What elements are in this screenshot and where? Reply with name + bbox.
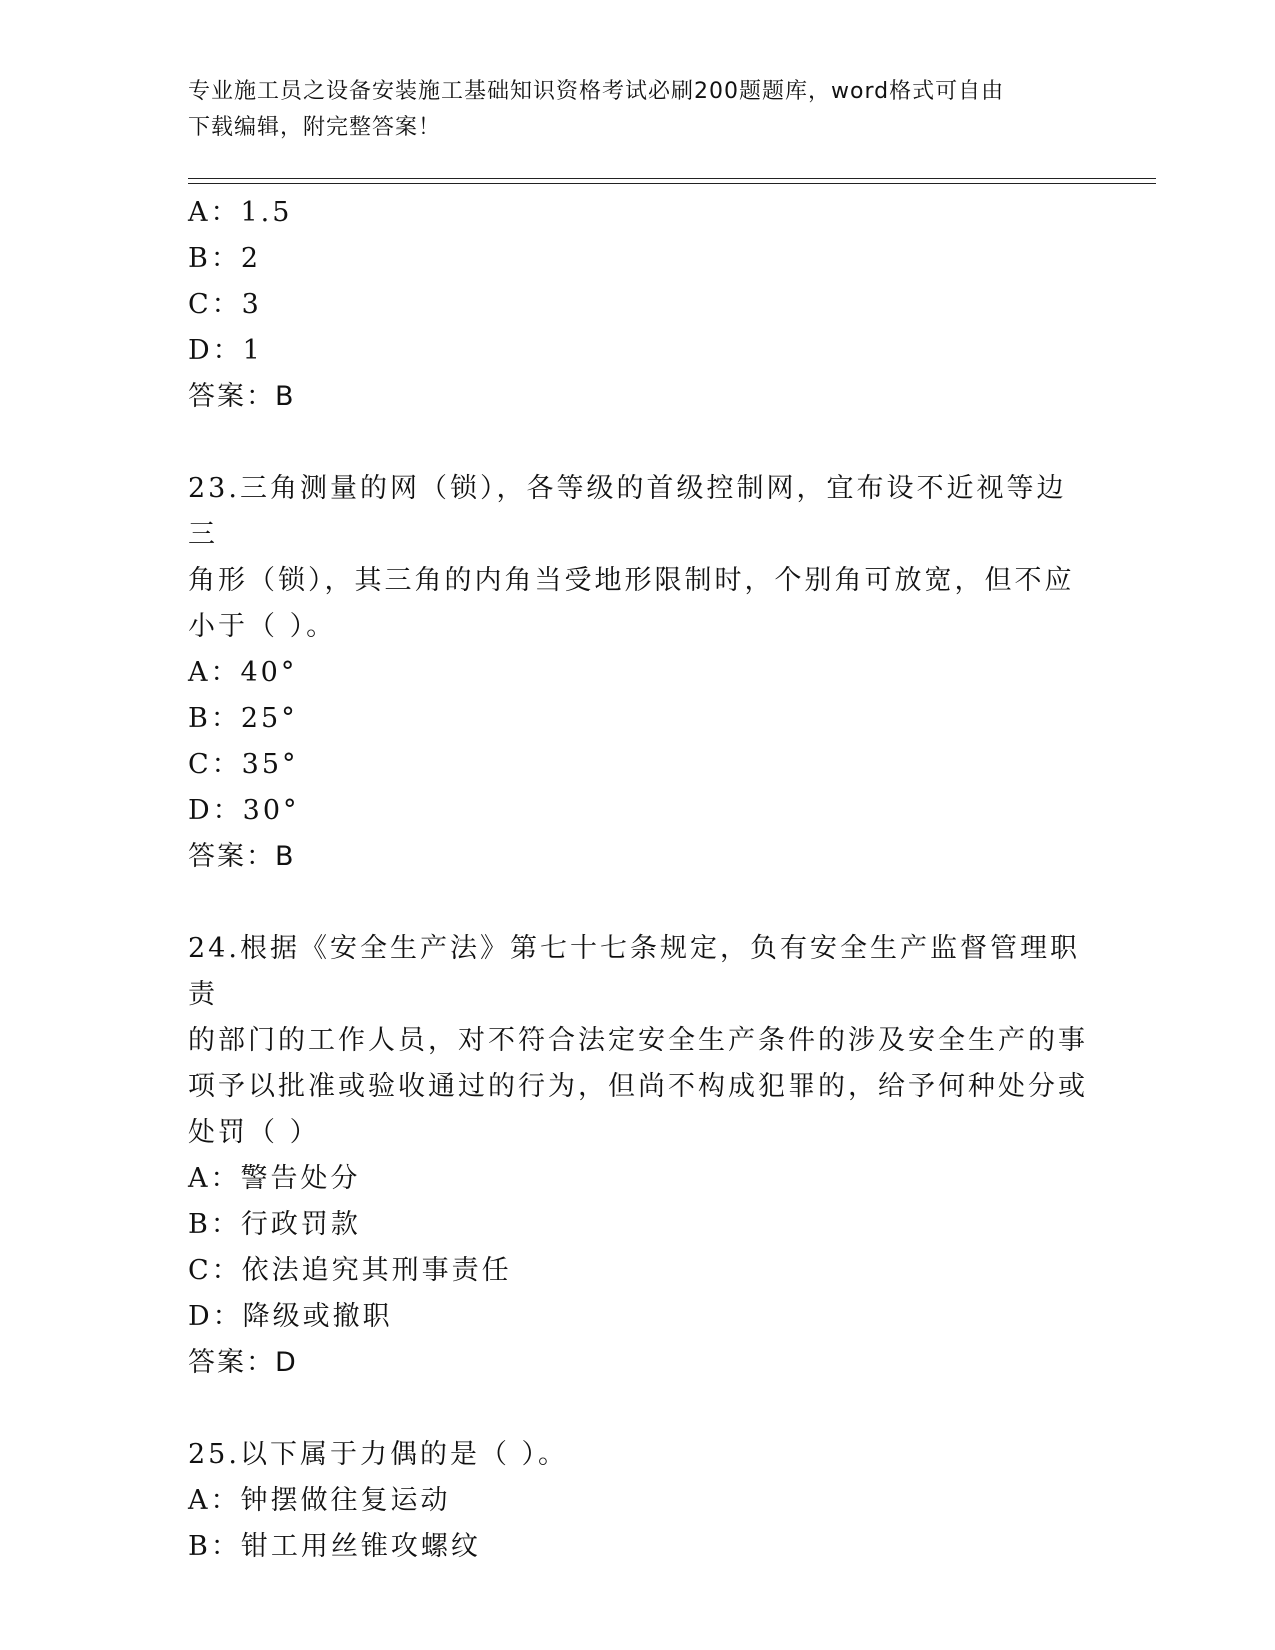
q23-text-line-3: 小于（ ）。 xyxy=(188,611,337,642)
header-divider-top xyxy=(188,178,1156,179)
q23-answer: 答案：B xyxy=(188,841,296,872)
q24-answer: 答案：D xyxy=(188,1347,298,1378)
q25-text-line-1: 25.以下属于力偶的是（ ）。 xyxy=(188,1439,569,1470)
q22-answer: 答案：B xyxy=(188,381,296,412)
header-divider-bottom xyxy=(188,183,1156,184)
document-header xyxy=(188,74,1068,146)
q22-option-c: C：3 xyxy=(188,289,262,320)
q24-option-a: A：警告处分 xyxy=(188,1163,361,1194)
q23-text-line-2: 角形（锁），其三角的内角当受地形限制时，个别角可放宽，但不应 xyxy=(188,565,1075,596)
q23-option-d: D：30° xyxy=(188,795,300,826)
q24-text-line-1: 24.根据《安全生产法》第七十七条规定，负有安全生产监督管理职责 xyxy=(188,933,1080,1010)
q22-option-d: D：1 xyxy=(188,335,263,366)
q24-text-line-3: 项予以批准或验收通过的行为，但尚不构成犯罪的，给予何种处分或 xyxy=(188,1071,1088,1102)
header-title-line-1: 专业施工员之设备安装施工基础知识资格考试必刷200题题库，word格式可自由 xyxy=(188,79,1005,104)
question-content xyxy=(188,190,1088,1570)
q24-text-line-2: 的部门的工作人员，对不符合法定安全生产条件的涉及安全生产的事 xyxy=(188,1025,1088,1056)
q22-option-a: A：1.5 xyxy=(188,197,293,228)
q24-text-line-4: 处罚（ ） xyxy=(188,1117,320,1148)
q22-option-b: B：2 xyxy=(188,243,262,274)
q23-option-b: B：25° xyxy=(188,703,298,734)
q23-option-c: C：35° xyxy=(188,749,299,780)
q25-option-a: A：钟摆做往复运动 xyxy=(188,1485,451,1516)
q24-option-b: B：行政罚款 xyxy=(188,1209,361,1240)
question-25 xyxy=(188,1432,1088,1570)
q23-option-a: A：40° xyxy=(188,657,298,688)
question-23 xyxy=(188,466,1088,880)
q25-option-b: B：钳工用丝锥攻螺纹 xyxy=(188,1531,481,1562)
question-22 xyxy=(188,190,1088,420)
q24-option-c: C：依法追究其刑事责任 xyxy=(188,1255,512,1286)
q24-option-d: D：降级或撤职 xyxy=(188,1301,393,1332)
question-24 xyxy=(188,926,1088,1386)
header-title-line-2: 下载编辑，附完整答案！ xyxy=(188,115,442,140)
q23-text-line-1: 23.三角测量的网（锁），各等级的首级控制网，宜布设不近视等边三 xyxy=(188,473,1067,550)
